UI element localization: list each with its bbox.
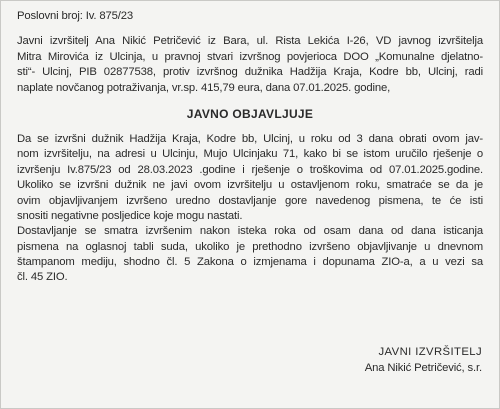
intro-line: sti“- Ulcinj, PIB 02877538, protiv izvršnog dužnika Hadžija Kraja, Kodre bb, Ulcinj, radi xyxy=(17,66,483,79)
body-line: štampanom mediju, shodno čl. 5 Zakona o izmjenama i dopunama ZIO-a, a u vezi sa xyxy=(17,256,483,269)
body-line: nom izvršitelju, na adresi u Ulcinju, Mujo Ulcinjaku 71, kako bi se istom uručilo rješenje o xyxy=(17,148,483,161)
body-line: Da se izvršni dužnik Hadžija Kraja, Kodre bb, Ulcinj, u roku od 3 dana obrati ovom jav- xyxy=(17,132,483,145)
signature-title: JAVNI IZVRŠITELJ xyxy=(378,346,482,358)
body-line: snositi negativne posljedice koje mogu nastati. xyxy=(17,209,243,222)
body-line: Ukoliko se izvršni dužnik ne javi ovom izvršitelju u ostavljenom roku, smatraće se da je xyxy=(17,179,483,192)
intro-paragraph xyxy=(17,34,483,96)
body-line: ovim objavljivanjem izvršeno uredno dostavljanje gore navedenog pismena, te će isti xyxy=(17,194,483,207)
intro-line: Javni izvršitelj Ana Nikić Petričević iz Bara, ul. Rista Lekića I-26, VD javnog izvršitelja xyxy=(17,35,483,48)
case-number: Poslovni broj: Iv. 875/23 xyxy=(17,10,133,22)
intro-line: Mitra Mirovića iz Ulcinja, u pravnoj stvari izvršnog povjerioca DOO „Komunalne djelatno- xyxy=(17,50,483,63)
notice-heading: JAVNO OBJAVLJUJE xyxy=(186,106,314,121)
body-line: čl. 45 ZIO. xyxy=(17,271,68,284)
signature-name: Ana Nikić Petričević, s.r. xyxy=(364,362,482,374)
body-line: izvršenju Iv.875/23 od 28.03.2023 .godine i rješenje o troškovima od 07.01.2025.godine. xyxy=(17,163,483,176)
body-line: Dostavljanje se smatra izvršenim nakon isteka roka od osam dana od dana isticanja xyxy=(17,225,483,238)
spacer xyxy=(17,96,483,106)
intro-line: naplate novčanog potraživanja, vr.sp. 415,79 eura, dana 07.01.2025. godine, xyxy=(17,81,391,94)
spacer xyxy=(17,122,483,132)
body-line: pismena na oglasnoj tabli suda, ukoliko je prethodno izvršeno objavljivanje u dnevnom xyxy=(17,240,483,253)
spacer xyxy=(17,24,483,34)
body-paragraph xyxy=(17,132,483,286)
